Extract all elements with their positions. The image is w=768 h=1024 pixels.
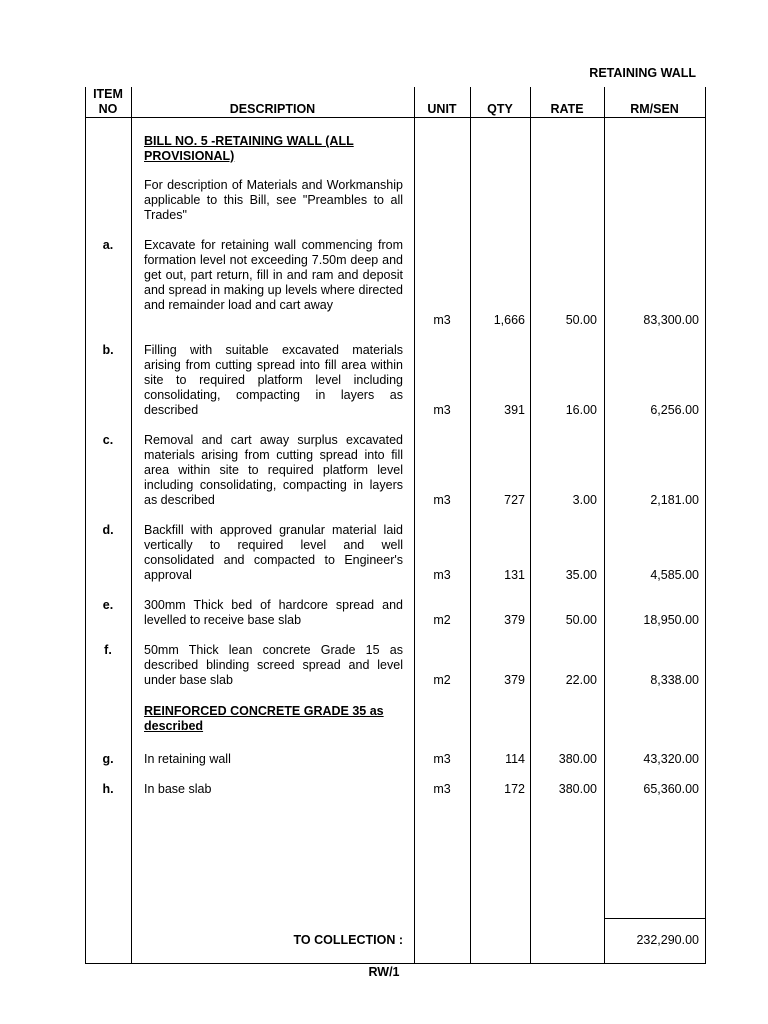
header-amount: RM/SEN	[630, 102, 679, 116]
header-item-no: ITEM NO	[93, 87, 123, 116]
item-qty: 727	[504, 493, 525, 507]
collection-label: TO COLLECTION :	[293, 933, 403, 947]
item-description: Filling with suitable excavated materials arising from cutting spread into fill area within site to required platform level including consolidating, compacting in layers as described	[144, 343, 403, 417]
item-no: b.	[102, 343, 114, 357]
item-no: a.	[102, 238, 114, 252]
item-unit: m3	[433, 752, 451, 766]
header-qty: QTY	[487, 102, 513, 116]
item-unit: m3	[433, 782, 451, 796]
item-amount: 2,181.00	[650, 493, 699, 507]
item-unit: m3	[433, 313, 451, 327]
item-qty: 1,666	[493, 313, 525, 327]
header-description: DESCRIPTION	[229, 102, 316, 116]
item-description: Excavate for retaining wall commencing from formation level not exceeding 7.50m deep and get out, part return, fill in and ram and deposit and spread in making up levels where directed and remainder load and cart away	[144, 238, 403, 312]
item-qty: 379	[504, 673, 525, 687]
item-unit: m2	[433, 613, 451, 627]
item-description: In retaining wall	[144, 752, 231, 766]
bill-table	[85, 87, 706, 964]
item-unit: m3	[433, 403, 451, 417]
item-description: Backfill with approved granular material laid vertically to required level and well consolidated and compacted to Engineer's approval	[144, 523, 403, 582]
item-unit: m3	[433, 568, 451, 582]
item-qty: 379	[504, 613, 525, 627]
collection-total: 232,290.00	[636, 933, 699, 947]
item-no: h.	[102, 782, 114, 796]
item-description: Removal and cart away surplus excavated materials arising from cutting spread into fill area within site to required platform level including consolidating, compacting in layers as described	[144, 433, 403, 507]
item-amount: 65,360.00	[643, 782, 699, 796]
header-unit: UNIT	[427, 102, 457, 116]
item-qty: 391	[504, 403, 525, 417]
item-no: d.	[102, 523, 114, 537]
item-rate: 380.00	[558, 752, 597, 766]
item-amount: 83,300.00	[643, 313, 699, 327]
item-rate: 50.00	[565, 313, 597, 327]
item-no: c.	[102, 433, 114, 447]
item-amount: 4,585.00	[650, 568, 699, 582]
item-no: g.	[102, 752, 114, 766]
bill-title: BILL NO. 5 -RETAINING WALL (ALL PROVISIONAL)	[144, 134, 354, 163]
item-description: 50mm Thick lean concrete Grade 15 as described blinding screed spread and level under base slab	[144, 643, 403, 687]
page-number: RW/1	[368, 965, 400, 979]
section-subheading: REINFORCED CONCRETE GRADE 35 as described	[144, 704, 384, 733]
item-rate: 380.00	[558, 782, 597, 796]
bill-intro: For description of Materials and Workmanship applicable to this Bill, see "Preambles to all Trades"	[144, 178, 403, 222]
item-no: e.	[102, 598, 114, 612]
item-no: f.	[104, 643, 112, 657]
header-rate: RATE	[550, 102, 584, 116]
item-rate: 35.00	[565, 568, 597, 582]
item-qty: 131	[504, 568, 525, 582]
item-amount: 43,320.00	[643, 752, 699, 766]
item-rate: 22.00	[565, 673, 597, 687]
item-amount: 6,256.00	[650, 403, 699, 417]
item-description: In base slab	[144, 782, 212, 796]
item-rate: 16.00	[565, 403, 597, 417]
page-header: RETAINING WALL	[589, 66, 696, 80]
item-rate: 3.00	[572, 493, 597, 507]
item-amount: 18,950.00	[643, 613, 699, 627]
item-qty: 114	[505, 752, 525, 766]
item-description: 300mm Thick bed of hardcore spread and levelled to receive base slab	[144, 598, 403, 627]
item-amount: 8,338.00	[650, 673, 699, 687]
item-unit: m3	[433, 493, 451, 507]
item-qty: 172	[504, 782, 525, 796]
item-unit: m2	[433, 673, 451, 687]
item-rate: 50.00	[565, 613, 597, 627]
